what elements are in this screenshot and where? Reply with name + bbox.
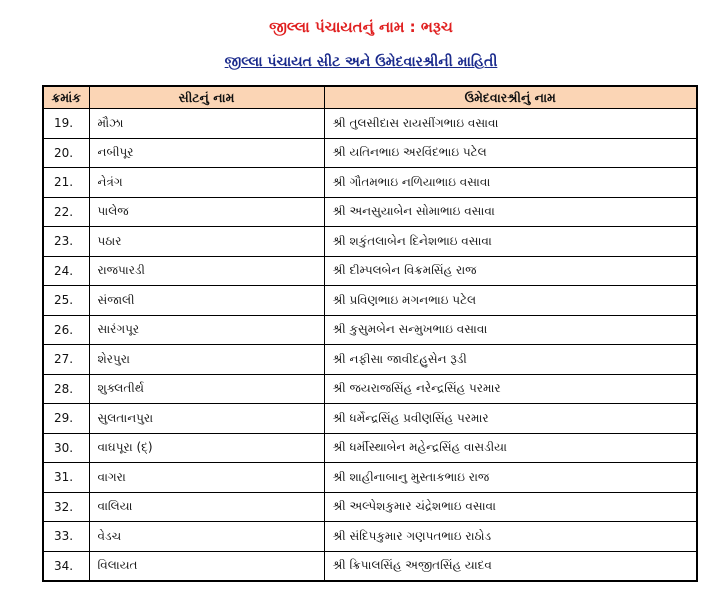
seat-name: શુક્લતીર્થ — [89, 374, 324, 404]
table-row — [43, 168, 697, 198]
seat-name: પાલેજ — [89, 197, 324, 227]
row-number: 31. — [43, 463, 89, 493]
candidate-name: શ્રી યતિનભાઇ અરવિંદભાઇ પટેલ — [324, 138, 697, 168]
table-row — [43, 551, 697, 581]
row-number: 22. — [43, 197, 89, 227]
row-number: 28. — [43, 374, 89, 404]
seat-name: સંજાલી — [89, 286, 324, 316]
row-number: 24. — [43, 256, 89, 286]
candidate-name: શ્રી જયરાજસિંહ નરેન્દ્રસિંહ પરમાર — [324, 374, 697, 404]
page-title: જીલ્લા પંચાયતનું નામ : ભરૂચ — [269, 18, 453, 36]
candidate-name: શ્રી તુલસીદાસ રાયસીંગભાઇ વસાવા — [324, 109, 697, 139]
candidate-name: શ્રી નફીસા જાવીદહુસેન રૂડી — [324, 345, 697, 375]
candidate-name: શ્રી શાહીનાબાનુ મુસ્તાકભાઇ રાજ — [324, 463, 697, 493]
seat-name: વેડચ — [89, 522, 324, 552]
row-number: 30. — [43, 433, 89, 463]
row-number: 21. — [43, 168, 89, 198]
seat-name: પઠાર — [89, 227, 324, 257]
candidate-name: શ્રી અલ્પેશકુમાર ચંદ્રેશભાઇ વસાવા — [324, 492, 697, 522]
row-number: 20. — [43, 138, 89, 168]
table-row — [43, 109, 697, 139]
table-row — [43, 197, 697, 227]
table-header-row — [43, 86, 697, 109]
candidate-name: શ્રી ધર્મેન્દ્રસિંહ પ્રવીણસિંહ પરમાર — [324, 404, 697, 434]
row-number: 29. — [43, 404, 89, 434]
candidate-name: શ્રી પ્રવિણભાઇ મગનભાઇ પટેલ — [324, 286, 697, 316]
row-number: 19. — [43, 109, 89, 139]
seat-name: વાગરા — [89, 463, 324, 493]
table-row — [43, 492, 697, 522]
row-number: 27. — [43, 345, 89, 375]
candidate-name: શ્રી સંદિપકુમાર ગણપતભાઇ રાઠોડ — [324, 522, 697, 552]
table-row — [43, 433, 697, 463]
seat-name: સારંગપૂર — [89, 315, 324, 345]
table-row — [43, 374, 697, 404]
seat-name: રાજપારડી — [89, 256, 324, 286]
candidate-name: શ્રી અનસુયાબેન સોમાભાઇ વસાવા — [324, 197, 697, 227]
seat-name: શેરપુરા — [89, 345, 324, 375]
candidate-name: શ્રી ગૌતમભાઇ નળિયાભાઇ વસાવા — [324, 168, 697, 198]
candidate-name: શ્રી કુસુમબેન સન્મુખભાઇ વસાવા — [324, 315, 697, 345]
seat-name: નબીપૂર — [89, 138, 324, 168]
seat-name: મૌઝા — [89, 109, 324, 139]
page-subtitle: જીલ્લા પંચાયત સીટ અને ઉમેદવારશ્રીની માહિતી — [224, 54, 498, 70]
table-row — [43, 463, 697, 493]
table-row — [43, 227, 697, 257]
column-header-seat: સીટનું નામ — [89, 86, 324, 109]
column-header-number: ક્રમાંક — [43, 86, 89, 109]
seat-name: વાલિયા — [89, 492, 324, 522]
table-row — [43, 315, 697, 345]
candidates-table — [42, 85, 698, 582]
table-row — [43, 138, 697, 168]
column-header-candidate: ઉમેદવારશ્રીનું નામ — [324, 86, 697, 109]
seat-name: નેત્રંગ — [89, 168, 324, 198]
candidate-name: શ્રી ધર્મીસ્થાબેન મહેન્દ્રસિંહ વાસડીયા — [324, 433, 697, 463]
seat-name: વાઘપૂરા (દ્) — [89, 433, 324, 463]
table-row — [43, 345, 697, 375]
table-row — [43, 286, 697, 316]
candidate-name: શ્રી દીમ્પલબેન વિક્રમસિંહ રાજ — [324, 256, 697, 286]
row-number: 32. — [43, 492, 89, 522]
row-number: 26. — [43, 315, 89, 345]
candidate-name: શ્રી ક્રિપાલસિંહ અજીતસિંહ યાદવ — [324, 551, 697, 581]
table-row — [43, 522, 697, 552]
table-row — [43, 256, 697, 286]
seat-name: સુલતાનપુરા — [89, 404, 324, 434]
seat-name: વિલાયત — [89, 551, 324, 581]
row-number: 34. — [43, 551, 89, 581]
row-number: 33. — [43, 522, 89, 552]
row-number: 23. — [43, 227, 89, 257]
row-number: 25. — [43, 286, 89, 316]
candidate-name: શ્રી શકુંતલાબેન દિનેશભાઇ વસાવા — [324, 227, 697, 257]
table-row — [43, 404, 697, 434]
